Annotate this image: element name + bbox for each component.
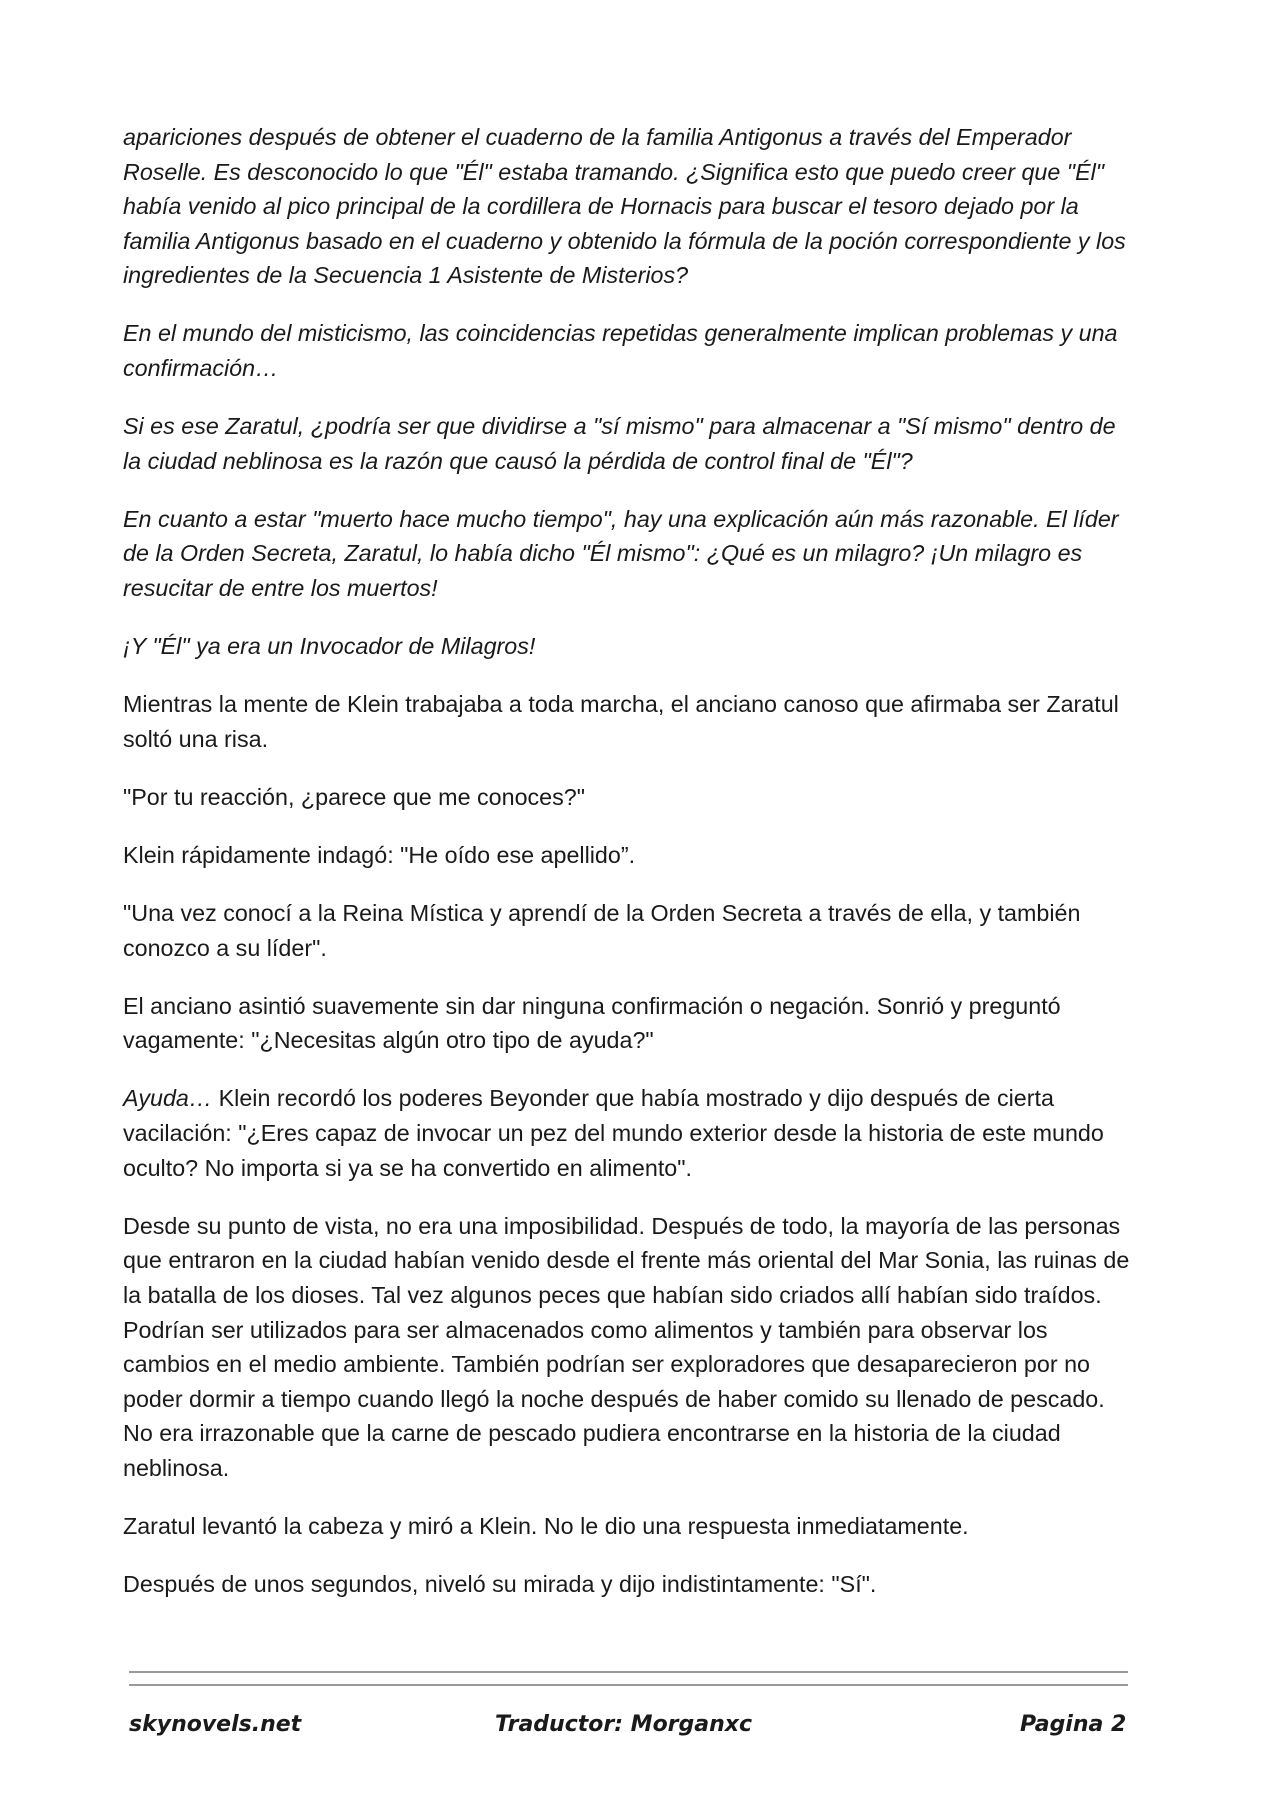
paragraph-3: Si es ese Zaratul, ¿podría ser que dividirse a "sí mismo" para almacenar a "Sí mismo" dentro de la ciudad neblinosa es la razón que causó la pérdida de control final de "Él"?: [123, 413, 1116, 474]
paragraph-11-italic-lead: Ayuda…: [123, 1085, 213, 1112]
paragraph-5: ¡Y "Él" ya era un Invocador de Milagros!: [123, 633, 536, 660]
paragraph-13: Zaratul levantó la cabeza y miró a Klein. No le dio una respuesta inmediatamente.: [123, 1513, 969, 1539]
footer-page-number: Pagina 2: [1020, 1712, 1127, 1737]
paragraph-2: En el mundo del misticismo, las coincidencias repetidas generalmente implican problemas y una confirmación…: [123, 320, 1118, 382]
paragraph-11: [123, 1081, 1133, 1185]
paragraph-10: El anciano asintió suavemente sin dar ninguna confirmación o negación. Sonrió y preguntó vagamente: "¿Necesitas algún otro tipo de ayuda?": [123, 992, 1061, 1054]
paragraph-6: Mientras la mente de Klein trabajaba a toda marcha, el anciano canoso que afirmaba ser Zaratul soltó una risa.: [123, 691, 1119, 752]
paragraph-9: "Una vez conocí a la Reina Mística y aprendí de la Orden Secreta a través de ella, y también conozco a su líder".: [123, 900, 1081, 961]
footer-site-name: skynovels.net: [129, 1712, 302, 1737]
footer-translator-credit: Traductor: Morganxc: [495, 1712, 753, 1737]
paragraph-4: En cuanto a estar "muerto hace mucho tiempo", hay una explicación aún más razonable. El líder de la Orden Secreta, Zaratul, lo había dicho "Él mismo": ¿Qué es un milagro? ¡Un milagro es resucitar de entre los muertos!: [123, 505, 1119, 602]
paragraph-1: apariciones después de obtener el cuaderno de la familia Antigonus a través del Emperador Roselle. Es desconocido lo que "Él" estaba tramando. ¿Significa esto que puedo creer que "Él" había venido al pico principal de la cordillera de Hornacis para buscar el tesoro dejado por la familia Antigonus basado en el cuaderno y obtenido la fórmula de la poción correspondiente y los ingredientes de la Secuencia 1 Asistente de Misterios?: [123, 124, 1126, 289]
page-footer: [0, 1712, 1280, 1748]
document-body: [123, 120, 1133, 1625]
footer-divider-top: [129, 1671, 1128, 1673]
footer-divider-bottom: [129, 1684, 1128, 1686]
paragraph-14: Después de unos segundos, niveló su mirada y dijo indistintamente: "Sí".: [123, 1571, 877, 1598]
paragraph-12: Desde su punto de vista, no era una imposibilidad. Después de todo, la mayoría de las personas que entraron en la ciudad habían venido desde el frente más oriental del Mar Sonia, las ruinas de la batalla de los dioses. Tal vez algunos peces que habían sido criados allí habían sido traídos. Podrían ser utilizados para ser almacenados como alimentos y también para observar los cambios en el medio ambiente. También podrían ser exploradores que desaparecieron por no poder dormir a tiempo cuando llegó la noche después de haber comido su llenado de pescado. No era irrazonable que la carne de pescado pudiera encontrarse en la historia de la ciudad neblinosa.: [123, 1212, 1130, 1481]
paragraph-7: "Por tu reacción, ¿parece que me conoces?": [123, 783, 586, 810]
paragraph-11-rest: Klein recordó los poderes Beyonder que había mostrado y dijo después de cierta vacilación: "¿Eres capaz de invocar un pez del mundo exterior desde la historia de este mundo oculto? No importa si ya se ha convertido en alimento".: [123, 1085, 1104, 1181]
paragraph-8: Klein rápidamente indagó: "He oído ese apellido”.: [123, 842, 636, 868]
